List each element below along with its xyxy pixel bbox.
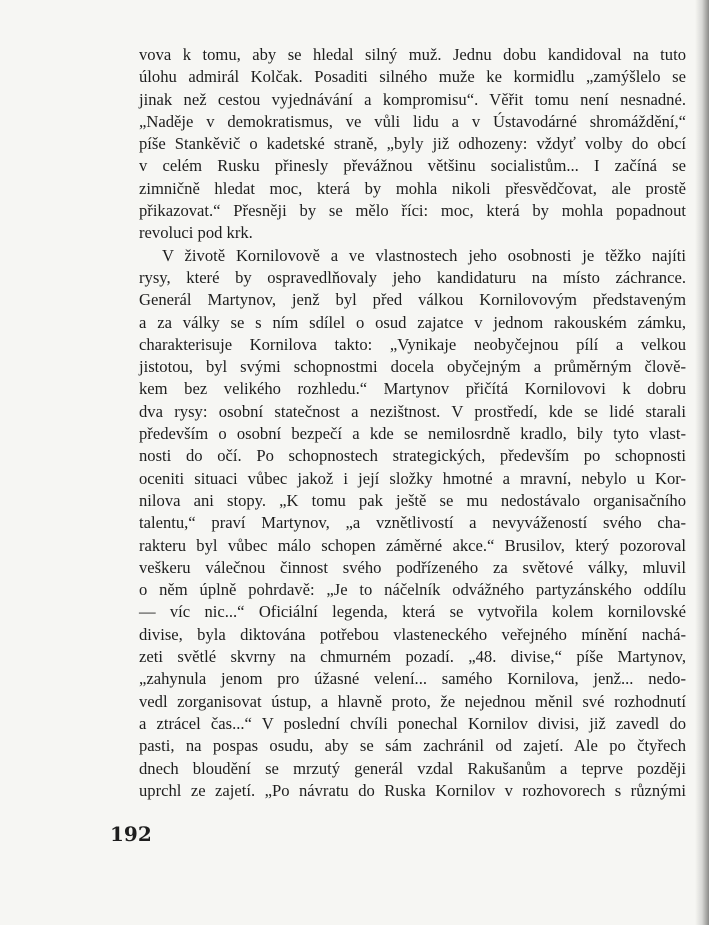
text-line: dva rysy: osobní statečnost a nezištnost. V prostředí, kde se lidé starali (139, 401, 686, 421)
text-line: nilova ani stopy. „K tomu pak ještě se mu nedostávalo organisačního (139, 490, 686, 510)
text-line: uprchl ze zajetí. „Po návratu do Ruska Kornilov v rozhovorech s různými (139, 780, 686, 800)
text-line: zeti světlé skvrny na chmurném pozadí. „48. divise,“ píše Martynov, (139, 647, 686, 667)
text-line: v celém Rusku přinesly převážnou většinu socialistům... I začíná se (139, 156, 686, 176)
text-line: charakterisuje Kornilova takto: „Vynikaje neobyčejnou pílí a velkou (139, 334, 686, 354)
text-line: dnech bloudění se mrzutý generál vzdal Rakušanům a teprve později (139, 758, 686, 778)
text-line: divise, byla diktována potřebou vlasteneckého veřejného mínění nachá- (139, 624, 686, 644)
text-line: Generál Martynov, jenž byl před válkou Kornilovovým představeným (139, 290, 686, 310)
text-line: jinak než cestou vyjednávání a kompromisu“. Věřit tomu není nesnadné. (139, 89, 686, 109)
text-line: revoluci pod krk. (139, 223, 253, 243)
page-edge-shadow (695, 0, 709, 925)
text-line: oceniti situaci vůbec jakož i její složky hmotné a mravní, nebylo u Kor- (139, 468, 686, 488)
text-line: „Naděje v demokratismus, ve vůli lidu a v Ústavodárné shromáždění,“ (139, 111, 686, 131)
text-line: veškeru válečnou činnost svého podřízeného za světové války, mluvil (139, 557, 686, 577)
text-line: rakteru byl vůbec málo schopen záměrné akce.“ Brusilov, který pozoroval (139, 535, 686, 555)
text-line: pasti, na pospas osudu, aby se sám zachránil od zajetí. Ale po čtyřech (139, 736, 686, 756)
text-line: a ztrácel čas...“ V poslední chvíli ponechal Kornilov divisi, již zavedl do (139, 713, 686, 733)
text-line: V životě Kornilovově a ve vlastnostech jeho osobnosti je těžko najíti (162, 245, 686, 265)
text-line: a za války se s ním sdílel o osud zajatce v jednom rakouském zámku, (139, 312, 686, 332)
text-line: jistotou, byl svými schopnostmi docela obyčejným a průměrným člově- (139, 357, 686, 377)
text-line: kem bez velikého rozhledu.“ Martynov přičítá Kornilovovi k dobru (139, 379, 686, 399)
paragraph-2 (139, 245, 686, 802)
text-line: přikazovat.“ Přesněji by se mělo říci: moc, která by mohla popadnout (139, 201, 686, 221)
text-line: o něm úplně pohrdavě: „Je to náčelník odvážného partyzánského oddílu (139, 580, 686, 600)
text-line: talentu,“ praví Martynov, „a vznětlivostí a nevyvážeností svého cha- (139, 513, 686, 533)
body-text (139, 44, 686, 802)
text-line: „zahynula jenom pro úžasné velení... samého Kornilova, jenž... nedo- (139, 669, 686, 689)
text-line: rysy, které by ospravedlňovaly jeho kandidaturu na místo záchrance. (139, 267, 686, 287)
text-line: píše Stankěvič o kadetské straně, „byly již odhozeny: vždyť volby do obcí (139, 134, 686, 154)
text-line: především o osobní bezpečí a kde se nemilosrdně kradlo, bily tyto vlast- (139, 424, 686, 444)
text-line: — víc nic...“ Oficiální legenda, která se vytvořila kolem kornilovské (139, 602, 686, 622)
text-line: nosti do očí. Po schopnostech strategických, především po schopnosti (139, 446, 686, 466)
text-line: zimničně hledat moc, která by mohla nikoli přesvědčovat, ale prostě (139, 178, 686, 198)
text-line: úlohu admirál Kolčak. Posaditi silného muže ke kormidlu „zamýšlelo se (139, 67, 686, 87)
page-number: 192 (110, 822, 152, 846)
text-line: vedl zorganisovat ústup, a hlavně proto, že nejednou měnil své rozhodnutí (139, 691, 686, 711)
text-line: vova k tomu, aby se hledal silný muž. Jednu dobu kandidoval na tuto (139, 45, 686, 64)
paragraph-1 (139, 44, 686, 245)
